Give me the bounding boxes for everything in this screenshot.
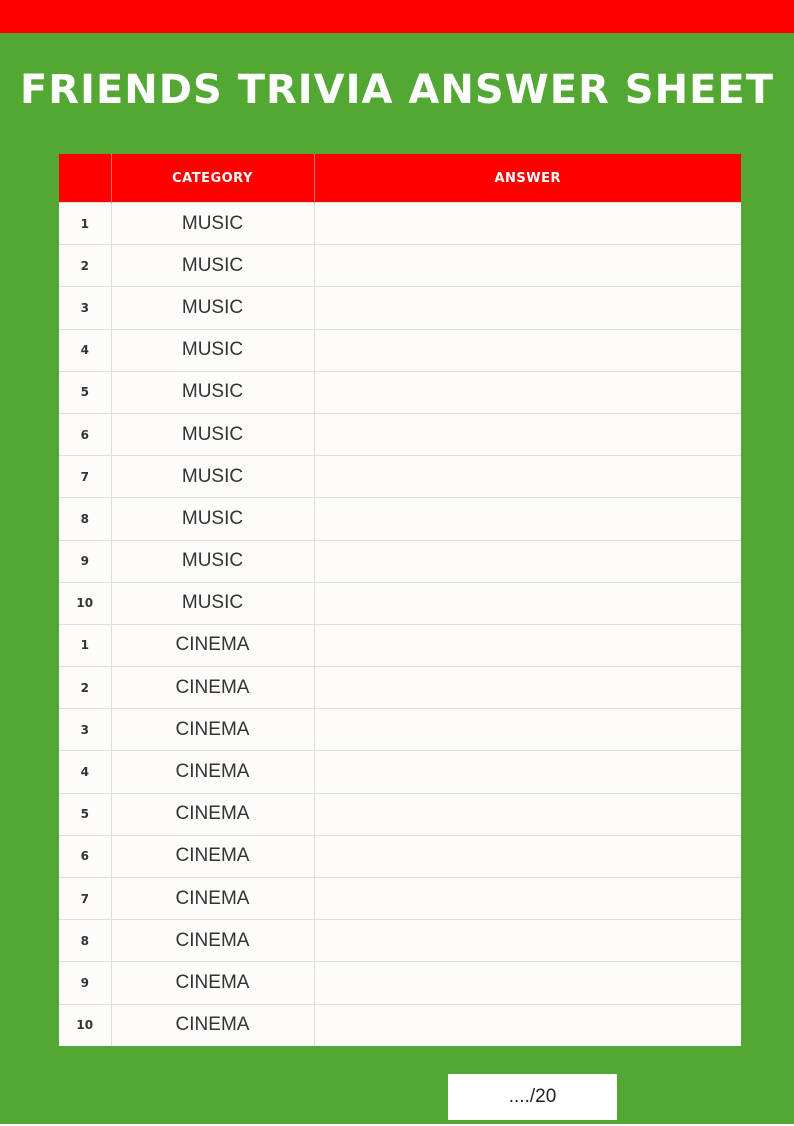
row-category: MUSIC	[111, 203, 314, 245]
answer-field[interactable]	[314, 287, 741, 329]
answer-field[interactable]	[314, 413, 741, 455]
score-box: ..../20	[448, 1074, 617, 1120]
table-row	[59, 751, 741, 793]
table-row	[59, 709, 741, 751]
row-number: 3	[59, 287, 111, 329]
row-category: MUSIC	[111, 245, 314, 287]
row-category: CINEMA	[111, 667, 314, 709]
row-number: 8	[59, 920, 111, 962]
table-row	[59, 498, 741, 540]
answer-field[interactable]	[314, 540, 741, 582]
row-category: MUSIC	[111, 413, 314, 455]
answer-field[interactable]	[314, 624, 741, 666]
row-number: 7	[59, 878, 111, 920]
row-number: 10	[59, 1004, 111, 1046]
answer-field[interactable]	[314, 456, 741, 498]
row-category: CINEMA	[111, 793, 314, 835]
table-header-row	[59, 154, 741, 203]
answer-field[interactable]	[314, 582, 741, 624]
answer-field[interactable]	[314, 920, 741, 962]
table-row	[59, 920, 741, 962]
table-row	[59, 793, 741, 835]
table-body	[59, 203, 741, 1047]
table-row	[59, 245, 741, 287]
row-number: 4	[59, 329, 111, 371]
table-row	[59, 371, 741, 413]
row-category: MUSIC	[111, 540, 314, 582]
row-number: 6	[59, 835, 111, 877]
table-row	[59, 835, 741, 877]
row-number: 4	[59, 751, 111, 793]
table-row	[59, 329, 741, 371]
table-row	[59, 1004, 741, 1046]
row-category: MUSIC	[111, 498, 314, 540]
answer-field[interactable]	[314, 329, 741, 371]
row-number: 9	[59, 540, 111, 582]
row-category: MUSIC	[111, 582, 314, 624]
table-row	[59, 203, 741, 245]
header-answer: ANSWER	[314, 154, 741, 203]
row-number: 1	[59, 624, 111, 666]
answer-field[interactable]	[314, 203, 741, 245]
row-number: 9	[59, 962, 111, 1004]
row-category: MUSIC	[111, 456, 314, 498]
answer-field[interactable]	[314, 498, 741, 540]
row-category: CINEMA	[111, 878, 314, 920]
table-row	[59, 582, 741, 624]
row-number: 10	[59, 582, 111, 624]
row-number: 2	[59, 245, 111, 287]
row-category: CINEMA	[111, 835, 314, 877]
answer-field[interactable]	[314, 793, 741, 835]
page-title: FRIENDS TRIVIA ANSWER SHEET	[19, 67, 775, 113]
answer-field[interactable]	[314, 245, 741, 287]
answer-table	[59, 154, 741, 1046]
answer-field[interactable]	[314, 878, 741, 920]
row-number: 5	[59, 371, 111, 413]
row-number: 6	[59, 413, 111, 455]
answer-field[interactable]	[314, 962, 741, 1004]
row-category: CINEMA	[111, 1004, 314, 1046]
answer-field[interactable]	[314, 1004, 741, 1046]
row-number: 5	[59, 793, 111, 835]
header-number	[59, 154, 111, 203]
row-number: 8	[59, 498, 111, 540]
row-category: CINEMA	[111, 624, 314, 666]
row-number: 7	[59, 456, 111, 498]
row-number: 1	[59, 203, 111, 245]
table-row	[59, 287, 741, 329]
top-accent-bar	[0, 0, 794, 33]
row-number: 3	[59, 709, 111, 751]
table-row	[59, 624, 741, 666]
row-category: CINEMA	[111, 920, 314, 962]
table-row	[59, 667, 741, 709]
row-category: CINEMA	[111, 962, 314, 1004]
answer-field[interactable]	[314, 709, 741, 751]
row-category: CINEMA	[111, 709, 314, 751]
header-category: CATEGORY	[111, 154, 314, 203]
row-category: MUSIC	[111, 371, 314, 413]
table-row	[59, 413, 741, 455]
answer-field[interactable]	[314, 371, 741, 413]
table-row	[59, 878, 741, 920]
row-number: 2	[59, 667, 111, 709]
row-category: MUSIC	[111, 287, 314, 329]
table-row	[59, 456, 741, 498]
table-row	[59, 962, 741, 1004]
answer-field[interactable]	[314, 667, 741, 709]
answer-field[interactable]	[314, 751, 741, 793]
answer-field[interactable]	[314, 835, 741, 877]
table-row	[59, 540, 741, 582]
row-category: MUSIC	[111, 329, 314, 371]
row-category: CINEMA	[111, 751, 314, 793]
